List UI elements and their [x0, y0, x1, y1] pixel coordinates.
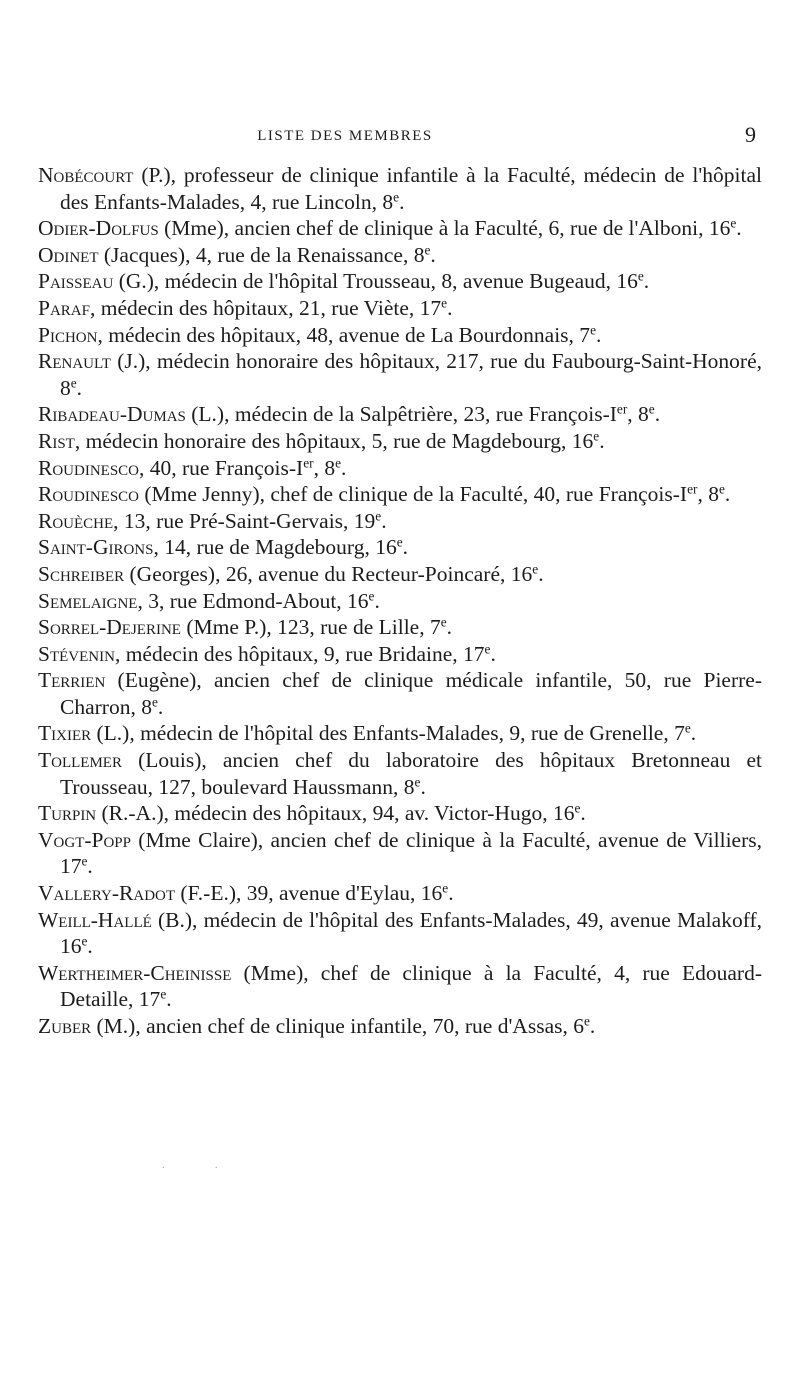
member-details: . [599, 428, 605, 453]
member-details: (Eugène), ancien chef de clinique médicale infantile, 50, rue Pierre-Charron, 8 [60, 668, 762, 719]
member-entry [38, 720, 762, 747]
member-name: Stévenin [38, 641, 115, 666]
member-details: . [399, 189, 405, 214]
member-details: , 40, rue François-I [139, 455, 304, 480]
member-name: Zuber [38, 1014, 92, 1038]
member-name: Rist [38, 428, 75, 453]
superscript: e [440, 614, 447, 630]
member-details: . [538, 561, 544, 586]
member-details: . [447, 295, 453, 320]
member-details: . [420, 774, 426, 799]
member-details: , 8 [313, 455, 336, 480]
superscript: e [368, 588, 375, 604]
member-name: Sorrel-Dejerine [38, 615, 181, 640]
member-list [38, 162, 762, 1040]
member-entry [38, 1013, 762, 1040]
member-details: . [654, 402, 661, 427]
member-details: . [157, 694, 164, 719]
member-name: Saint-Girons [38, 535, 154, 560]
superscript: e [583, 1013, 590, 1029]
member-entry [38, 322, 762, 349]
member-details: . [374, 588, 380, 613]
member-name: Pichon [38, 322, 98, 347]
superscript: e [684, 721, 691, 737]
member-details: (M.), ancien chef de clinique infantile, 70, rue d'Assas, 6 [91, 1014, 584, 1038]
member-details: . [430, 242, 436, 267]
member-entry [38, 401, 762, 428]
superscript: e [718, 481, 725, 497]
footer-mark: . . [162, 1160, 242, 1171]
member-details: (Mme), chef de clinique à la Faculté, 4, rue Edouard-Detaille, 17 [60, 960, 762, 1012]
member-details: . [402, 535, 408, 560]
member-entry [38, 827, 762, 880]
member-name: Vallery-Radot [38, 881, 176, 906]
member-name: Odinet [38, 242, 99, 267]
member-details: . [724, 482, 731, 507]
member-details: , 14, rue de Magdebourg, 16 [153, 535, 397, 560]
member-details: (F.-E.), 39, avenue d'Eylau, 16 [175, 881, 443, 906]
superscript: e [151, 694, 158, 710]
superscript: e [730, 215, 737, 231]
member-entry [38, 747, 762, 800]
member-name: Semelaigne [38, 588, 138, 613]
member-entry [38, 614, 762, 641]
superscript: e [424, 242, 431, 258]
member-details: (L.), médecin de la Salpêtrière, 23, rue François-I [185, 402, 617, 427]
member-name: Paisseau [38, 269, 114, 294]
member-name: Turpin [38, 801, 97, 826]
member-entry [38, 242, 762, 269]
member-details: . [736, 216, 742, 241]
member-entry [38, 481, 762, 508]
running-title: LISTE DES MEMBRES [257, 128, 433, 144]
member-details: . [87, 934, 93, 959]
member-entry [38, 295, 762, 322]
member-details: (L.), médecin de l'hôpital des Enfants-Malades, 9, rue de Grenelle, 7 [91, 721, 685, 746]
member-name: Schreiber [38, 561, 125, 586]
member-name: Rouèche [38, 508, 114, 533]
member-details: (Louis), ancien chef du laboratoire des hôpitaux Bretonneau et Trousseau, 127, boulevard Haussmann, 8 [60, 748, 762, 799]
member-details: , médecin des hôpitaux, 21, rue Viète, 17 [89, 295, 442, 320]
superscript: e [70, 375, 77, 391]
member-name: Tixier [38, 721, 92, 746]
member-details: . [690, 721, 697, 746]
member-details: . [87, 854, 93, 879]
member-details: (Mme Claire), ancien chef de clinique à la Faculté, avenue de Villiers, 17 [60, 827, 762, 879]
member-name: Roudinesco [38, 455, 140, 480]
member-entry [38, 960, 762, 1013]
superscript: e [532, 561, 539, 577]
superscript: er [616, 402, 628, 418]
member-details: (Mme Jenny), chef de clinique de la Faculté, 40, rue François-I [139, 482, 688, 507]
member-details: . [448, 881, 454, 906]
page-number: 9 [745, 122, 756, 147]
member-details: . [166, 987, 172, 1012]
superscript: e [637, 269, 644, 285]
member-details: , médecin des hôpitaux, 9, rue Bridaine, 17 [114, 641, 485, 666]
member-details: , médecin honoraire des hôpitaux, 5, rue de Magdebourg, 16 [74, 428, 594, 453]
superscript: e [593, 428, 600, 444]
member-name: Tollemer [38, 748, 122, 773]
member-details: , 8 [697, 482, 719, 507]
member-details: . [595, 322, 602, 347]
member-entry [38, 907, 762, 960]
member-name: Odier-Dolfus [38, 216, 159, 241]
superscript: er [303, 455, 314, 471]
member-details: (B.), médecin de l'hôpital des Enfants-Malades, 49, avenue Malakoff, 16 [60, 907, 762, 959]
superscript: e [160, 987, 167, 1003]
superscript: e [441, 295, 448, 311]
member-entry [38, 641, 762, 668]
member-name: Wertheimer-Cheinisse [38, 960, 232, 985]
member-details: (P.), professeur de clinique infantile à la Faculté, médecin de l'hôpital des Enfants-Malades, 4, rue Lincoln, 8 [60, 163, 762, 214]
member-details: , 13, rue Pré-Saint-Gervais, 19 [113, 508, 376, 533]
member-details: , 8 [627, 402, 649, 427]
superscript: e [81, 854, 88, 870]
member-entry [38, 268, 762, 295]
superscript: e [335, 455, 341, 471]
superscript: e [375, 508, 382, 524]
superscript: e [442, 880, 449, 896]
member-name: Paraf [38, 295, 90, 320]
member-details: . [381, 508, 387, 533]
member-details: (Mme), ancien chef de clinique à la Faculté, 6, rue de l'Alboni, 16 [158, 216, 731, 241]
member-name: Weill-Hallé [38, 907, 152, 932]
member-details: . [446, 615, 453, 640]
member-details: (J.), médecin honoraire des hôpitaux, 217, rue du Faubourg-Saint-Honoré, 8 [60, 349, 762, 400]
member-details: . [341, 455, 347, 480]
superscript: er [687, 481, 698, 497]
member-details: , 3, rue Edmond-About, 16 [137, 588, 369, 613]
superscript: e [574, 800, 581, 816]
superscript: e [648, 402, 655, 418]
running-head [0, 122, 800, 152]
superscript: e [414, 774, 421, 790]
member-details: . [643, 269, 650, 294]
member-details: (Mme P.), 123, rue de Lille, 7 [180, 615, 441, 640]
superscript: e [396, 534, 403, 550]
member-entry [38, 667, 762, 720]
member-details: (Jacques), 4, rue de la Renaissance, 8 [98, 242, 425, 267]
member-entry [38, 215, 762, 242]
member-entry [38, 561, 762, 588]
member-details: (Georges), 26, avenue du Recteur-Poincaré, 16 [124, 561, 533, 586]
member-entry [38, 880, 762, 907]
member-entry [38, 534, 762, 561]
member-entry [38, 348, 762, 401]
member-details: . [490, 641, 496, 666]
member-entry [38, 428, 762, 455]
member-name: Roudinesco [38, 482, 140, 507]
member-entry [38, 162, 762, 215]
member-name: Nobécourt [38, 163, 134, 187]
member-details: (R.-A.), médecin des hôpitaux, 94, av. Victor-Hugo, 16 [96, 801, 575, 826]
member-name: Renault [38, 349, 111, 374]
member-name: Vogt-Popp [38, 827, 131, 852]
superscript: e [81, 933, 88, 949]
member-name: Terrien [38, 668, 106, 693]
member-entry [38, 800, 762, 827]
member-details: , médecin des hôpitaux, 48, avenue de La Bourdonnais, 7 [97, 322, 591, 347]
member-entry [38, 588, 762, 615]
superscript: e [590, 322, 596, 338]
member-details: . [589, 1014, 596, 1038]
member-details: (G.), médecin de l'hôpital Trousseau, 8, avenue Bugeaud, 16 [113, 269, 638, 294]
superscript: e [393, 189, 400, 205]
superscript: e [484, 641, 491, 657]
member-entry [38, 455, 762, 482]
member-name: Ribadeau-Dumas [38, 402, 186, 427]
member-entry [38, 508, 762, 535]
member-details: . [76, 375, 83, 400]
member-details: . [580, 801, 586, 826]
